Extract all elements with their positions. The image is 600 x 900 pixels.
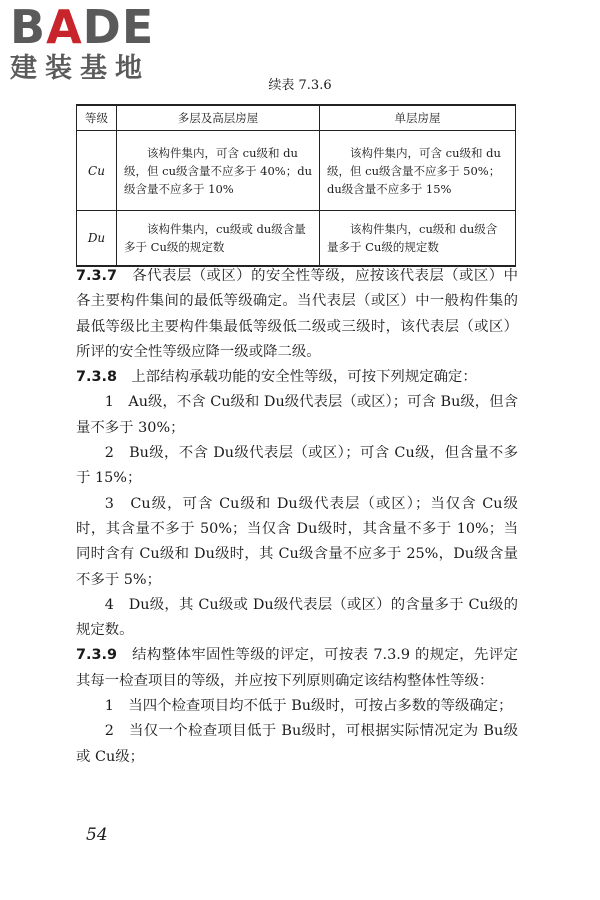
clause-7-3-8 (76, 365, 518, 390)
grade-table (76, 104, 516, 267)
clause-number: 7.3.7 (76, 268, 117, 284)
logo-wordmark (10, 0, 185, 54)
logo-letter-b: B (10, 0, 47, 54)
clause-number: 7.3.9 (76, 647, 117, 664)
table-cell-single: 该构件集内，可含 cu级和 du级，但 cu级含量不应多于 50%；du级含量不应多于 15% (320, 131, 516, 211)
list-item: 2 Bu级，不含 Du级代表层（或区）；可含 Cu级，但含量不多于 15%； (76, 445, 518, 487)
table-cell-level: Du (77, 211, 117, 266)
header-single-storey: 单层房屋 (320, 105, 516, 131)
body-text (76, 264, 518, 770)
clause-number: 7.3.8 (76, 369, 117, 386)
logo-letters-de: DE (82, 0, 155, 54)
brand-logo (10, 0, 185, 84)
table-cell-multi: 该构件集内，cu级或 du级含量多于 Cu级的规定数 (117, 211, 320, 266)
table-cell-level: Cu (77, 131, 117, 211)
clause-text: 结构整体牢固性等级的评定，可按表 7.3.9 的规定，先评定其每一检查项目的等级，并应按下列原则确定该结构整体性等级： (76, 647, 518, 689)
table-cell-multi: 该构件集内，可含 cu级和 du级，但 cu级含量不应多于 40%；du级含量不应多于 10% (117, 131, 320, 211)
list-item: 2 当仅一个检查项目低于 Bu级时，可根据实际情况定为 Bu级或 Cu级； (76, 723, 518, 765)
clause-text: 上部结构承载功能的安全性等级，可按下列规定确定： (131, 369, 477, 386)
list-item: 4 Du级，其 Cu级或 Du级代表层（或区）的含量多于 Cu级的规定数。 (76, 596, 518, 639)
table-caption: 续表 7.3.6 (268, 78, 332, 93)
list-item: 1 Au级，不含 Cu级和 Du级代表层（或区）；可含 Bu级，但含量不多于 30%； (76, 394, 518, 436)
logo-letter-a-accent: A (46, 0, 83, 54)
page-number: 54 (86, 825, 108, 845)
list-item: 3 Cu级，可含 Cu级和 Du级代表层（或区）；当仅含 Cu级时，其含量不多于 50%；当仅含 Du级时，其含量不多于 10%；当同时含有 Cu级和 Du级时，其 Cu级含量不应多于 25%，Du级含量不多于 5%； (76, 495, 518, 588)
clause-7-3-9 (76, 643, 518, 694)
header-multi-storey: 多层及高层房屋 (117, 105, 320, 131)
table-row (77, 211, 516, 266)
list-item: 1 当四个检查项目均不低于 Bu级时，可按占多数的等级确定； (104, 698, 513, 715)
table-header-row (77, 105, 516, 131)
clause-text: 各代表层（或区）的安全性等级，应按该代表层（或区）中各主要构件集间的最低等级确定。当代表层（或区）中一般构件集的最低等级比主要构件集最低等级低二级或三级时，该代表层（或区）所评的安全性等级应降一级或降二级。 (76, 268, 518, 360)
clause-7-3-7 (76, 264, 518, 365)
table-row (77, 131, 516, 211)
logo-subtitle: 建装基地 (10, 53, 150, 84)
table-cell-single: 该构件集内，cu级和 du级含量多于 Cu级的规定数 (320, 211, 516, 266)
header-level: 等级 (77, 105, 117, 131)
